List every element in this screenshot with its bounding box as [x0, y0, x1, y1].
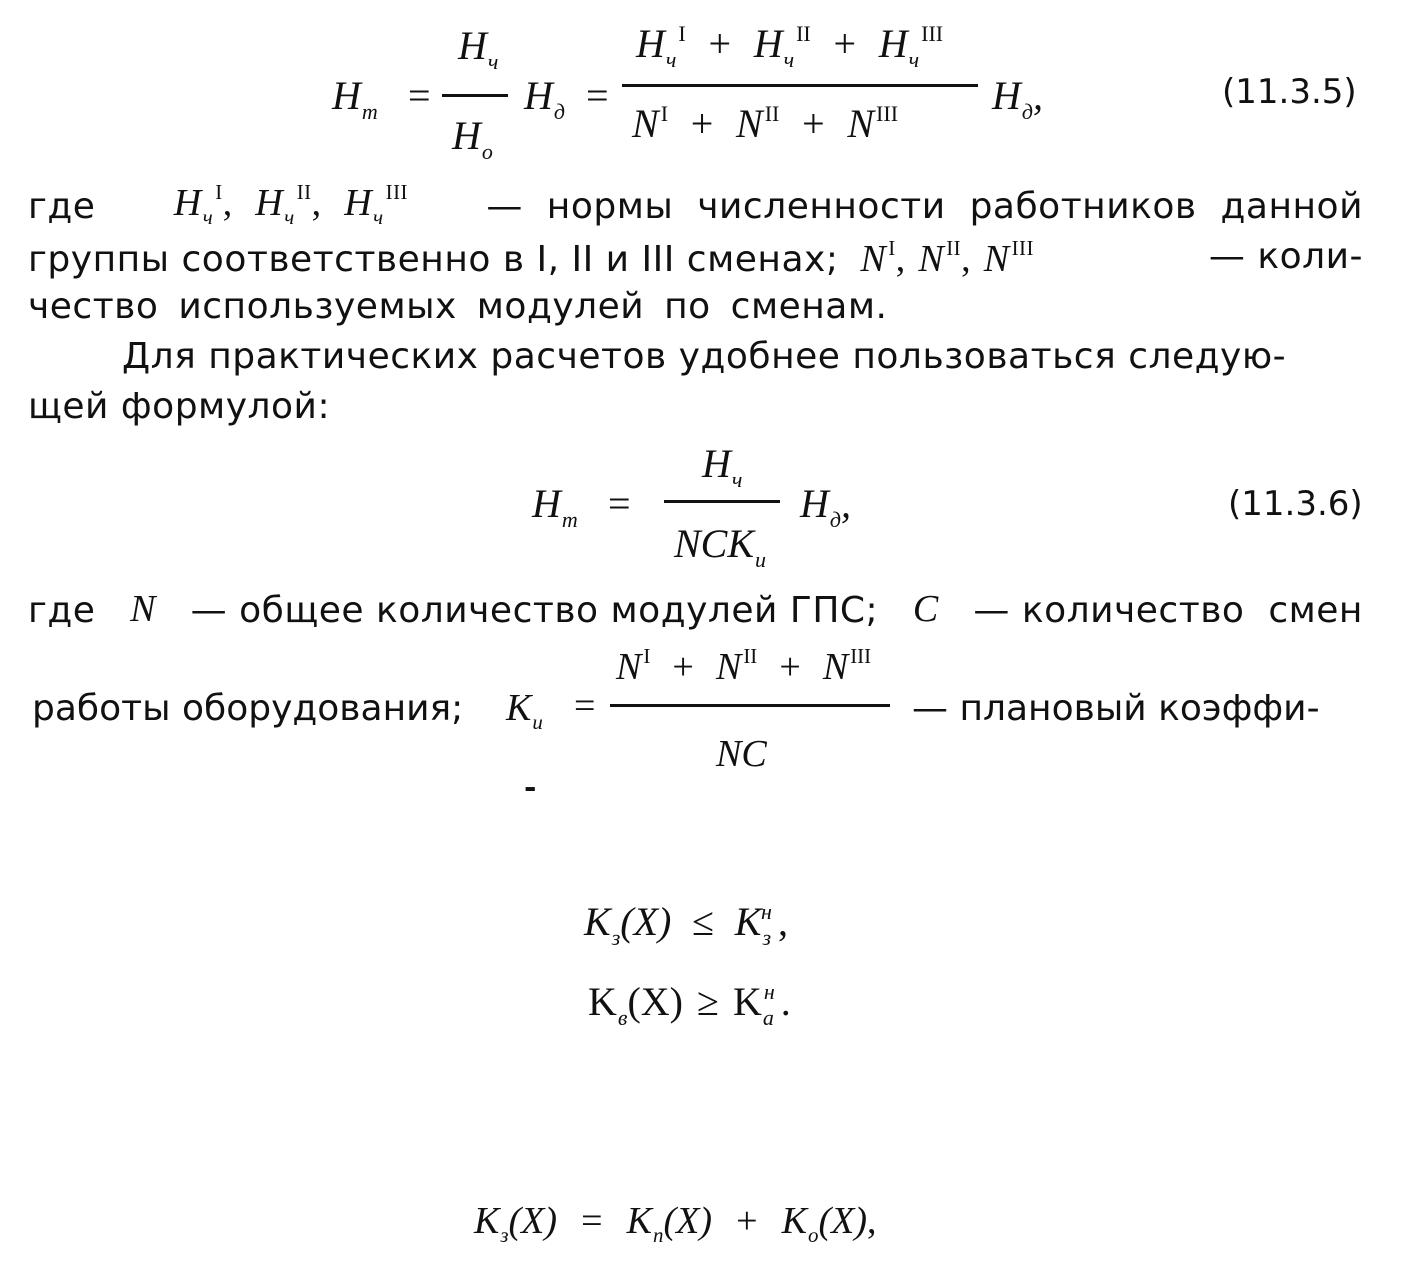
formula-lhs: $H_m$	[532, 481, 578, 532]
fraction-bar	[664, 500, 780, 503]
text-fragment: — плановый коэффи-	[912, 688, 1320, 729]
equation-number: (11.3.5)	[1222, 72, 1357, 112]
text-fragment: работы оборудования;	[32, 688, 464, 729]
inequality-2: $K_в(X) \ge K_а^н$ .	[588, 978, 791, 1030]
fraction-bar	[610, 704, 890, 707]
inline-math: N	[130, 588, 156, 630]
paragraph-line	[28, 590, 1363, 631]
paragraph-line: щей формулой:	[28, 386, 331, 427]
text-fragment: где	[28, 186, 96, 227]
paragraph-line	[28, 236, 1363, 281]
fraction-numerator: $H_ч$	[702, 441, 743, 492]
inline-math: $K_и$	[506, 687, 543, 735]
text-fragment: — количество смен	[973, 590, 1363, 631]
fraction-bar	[622, 84, 978, 87]
formula-tail-term: $H_д$,	[800, 481, 852, 532]
equals-sign: =	[574, 685, 596, 727]
fraction-bar	[442, 94, 508, 97]
equals-sign: =	[408, 73, 431, 118]
paragraph-line: чество используемых модулей по сменам.	[28, 286, 888, 327]
paragraph-line	[28, 180, 1363, 230]
formula-lhs: $H_m$	[332, 73, 378, 124]
paragraph-line: Для практических расчетов удобнее пользоваться следую-	[122, 336, 1287, 377]
formula-tail-term: $H_д$,	[992, 73, 1044, 124]
formula-mid-term: $H_д$	[524, 73, 566, 124]
equation-number: (11.3.6)	[1228, 484, 1363, 524]
text-fragment: — общее количество модулей ГПС;	[190, 590, 879, 631]
equals-sign: =	[608, 481, 631, 526]
inline-math: $H_ч^I$, $H_ч^{II}$, $H_ч^{III}$	[173, 180, 409, 230]
fraction-denominator: $NCK_и$	[674, 521, 767, 572]
fraction-numerator: $H_ч^I + H_ч^{II} + H_ч^{III}$	[636, 20, 944, 72]
fraction-denominator: $N^I + N^{II} + N^{III}$	[632, 100, 899, 146]
formula-kz: $K_з(X) = K_п(X) + K_о(X)$,	[474, 1200, 877, 1248]
equals-sign: =	[586, 73, 609, 118]
text-fragment: — коли-	[1208, 236, 1363, 277]
fraction-denominator: NC	[716, 733, 767, 775]
inequality-1: $K_з(X) \le K_з^н$ ,	[584, 898, 788, 950]
fraction-denominator: $H_о$	[452, 113, 493, 164]
inline-math: $N^I$, $N^{II}$, $N^{III}$	[860, 236, 1034, 280]
text-fragment: — нормы численности работников данной	[486, 186, 1363, 227]
fraction-numerator: $N^I + N^{II} + N^{III}$	[616, 644, 872, 688]
inline-math: C	[912, 588, 939, 630]
fraction-numerator: $H_ч$	[458, 23, 499, 74]
text-fragment: группы соответственно в I, II и III сменах;	[28, 239, 839, 280]
text-fragment: где	[28, 590, 96, 631]
scan-artifact-mark: -	[524, 770, 537, 805]
